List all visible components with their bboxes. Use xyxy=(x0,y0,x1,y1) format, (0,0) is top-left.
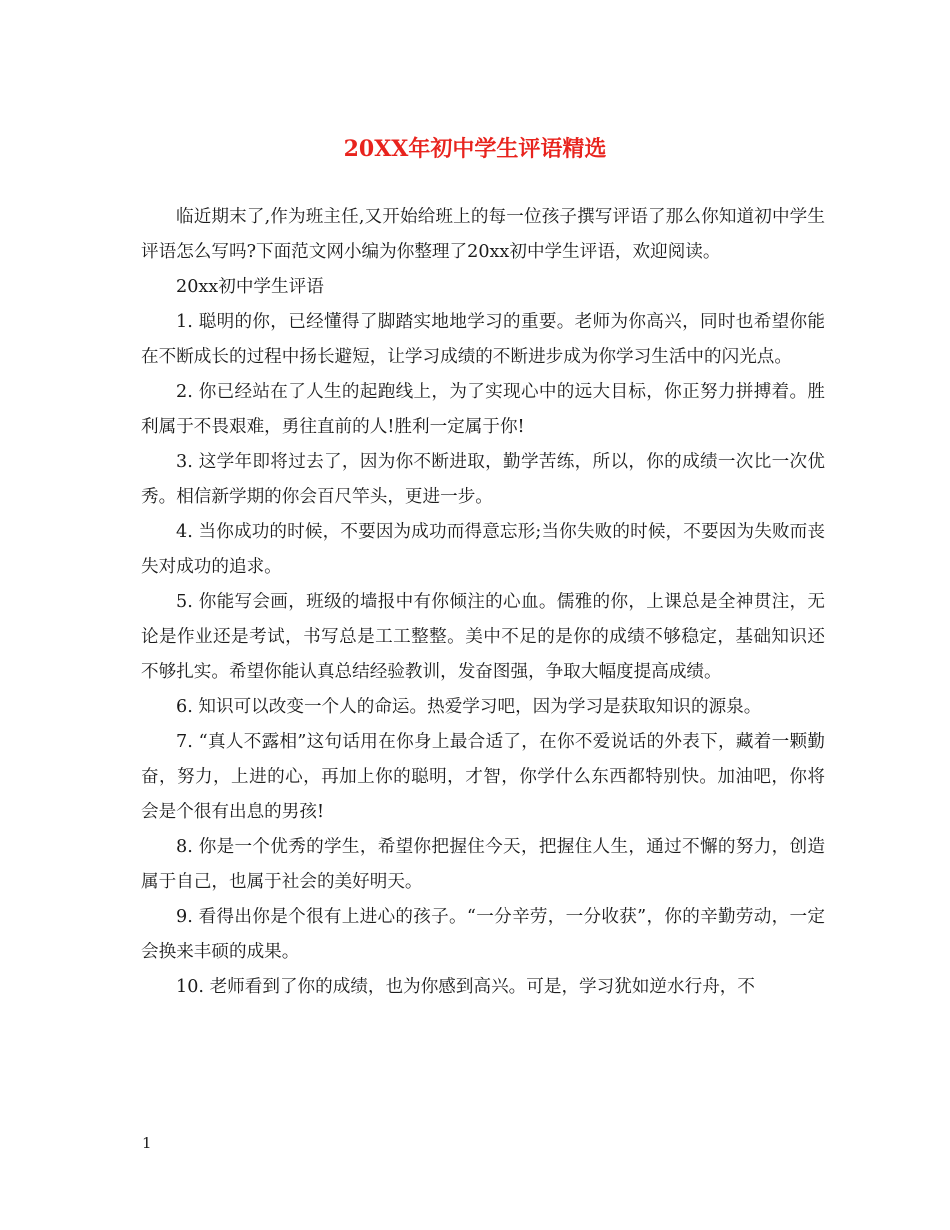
comment-item-1: 1. 聪明的你，已经懂得了脚踏实地地学习的重要。老师为你高兴，同时也希望你能在不断成长的过程中扬长避短，让学习成绩的不断进步成为你学习生活中的闪光点。 xyxy=(141,312,825,367)
subheading: 20xx初中学生评语 xyxy=(176,277,324,297)
comment-item-3: 3. 这学年即将过去了，因为你不断进取，勤学苦练，所以，你的成绩一次比一次优秀。相信新学期的你会百尺竿头，更进一步。 xyxy=(141,452,825,507)
page-number: 1 xyxy=(142,1134,152,1152)
comment-item-4: 4. 当你成功的时候，不要因为成功而得意忘形;当你失败的时候，不要因为失败而丧失对成功的追求。 xyxy=(141,522,825,577)
intro-paragraph: 临近期末了,作为班主任,又开始给班上的每一位孩子撰写评语了那么你知道初中学生评语怎么写吗?下面范文网小编为你整理了20xx初中学生评语，欢迎阅读。 xyxy=(141,207,825,262)
comment-item-5: 5. 你能写会画，班级的墙报中有你倾注的心血。儒雅的你，上课总是全神贯注，无论是作业还是考试，书写总是工工整整。美中不足的是你的成绩不够稳定，基础知识还不够扎实。希望你能认真总结经验教训，发奋图强，争取大幅度提高成绩。 xyxy=(141,592,825,682)
comment-item-9: 9. 看得出你是个很有上进心的孩子。“一分辛劳，一分收获”，你的辛勤劳动，一定会换来丰硕的成果。 xyxy=(141,907,825,962)
document-title: 20XX年初中学生评语精选 xyxy=(343,136,607,162)
document-body xyxy=(141,200,825,1005)
comment-item-10: 10. 老师看到了你的成绩，也为你感到高兴。可是，学习犹如逆水行舟，不 xyxy=(176,977,755,997)
comment-item-2: 2. 你已经站在了人生的起跑线上，为了实现心中的远大目标，你正努力拼搏着。胜利属于不畏艰难，勇往直前的人!胜利一定属于你! xyxy=(141,382,825,437)
comment-item-7: 7. “真人不露相”这句话用在你身上最合适了，在你不爱说话的外表下，藏着一颗勤奋，努力，上进的心，再加上你的聪明，才智，你学什么东西都特别快。加油吧，你将会是个很有出息的男孩! xyxy=(141,732,825,822)
comment-item-8: 8. 你是一个优秀的学生，希望你把握住今天，把握住人生，通过不懈的努力，创造属于自己，也属于社会的美好明天。 xyxy=(141,837,825,892)
comment-item-6: 6. 知识可以改变一个人的命运。热爱学习吧，因为学习是获取知识的源泉。 xyxy=(176,697,762,717)
